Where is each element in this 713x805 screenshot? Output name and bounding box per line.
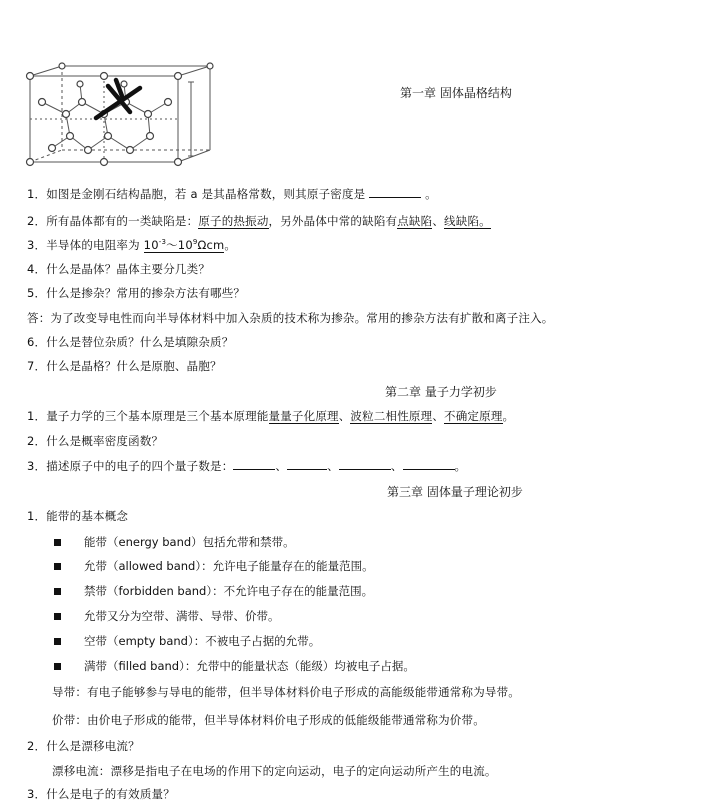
answer-blank [339, 458, 391, 470]
ch1-answer-5: 答：为了改变导电性而向半导体材料中加入杂质的技术称为掺杂。常用的掺杂方法有扩散和离子注入。 [27, 311, 554, 325]
chapter-3-title: 第三章 固体量子理论初步 [387, 485, 523, 499]
ch3-question-2: 2．什么是漂移电流？ [27, 739, 140, 753]
ch1-question-6: 6．什么是替位杂质？什么是填隙杂质？ [27, 335, 234, 349]
bullet-item: 空带（empty band）：不被电子占据的允带。 [84, 634, 321, 648]
ch3-answer-2: 漂移电流：漂移是指电子在电场的作用下的定向运动，电子的定向运动所产生的电流。 [52, 764, 497, 778]
ch2-question-2: 2．什么是概率密度函数？ [27, 434, 164, 448]
bullet-square-icon [54, 563, 61, 570]
diamond-lattice-figure [22, 62, 218, 170]
bullet-item: 满带（filled band）：允带中的能量状态（能级）均被电子占据。 [84, 659, 415, 673]
valence-band-definition: 价带：由价电子形成的能带，但半导体材料价电子形成的低能级能带通常称为价带。 [52, 713, 485, 727]
ch2-question-3: 3．描述原子中的电子的四个量子数是： 、 、 、 。 [27, 459, 467, 473]
bullet-item: 允带又分为空带、满带、导带、价带。 [84, 609, 280, 623]
ch3-question-3: 3．什么是电子的有效质量？ [27, 787, 175, 801]
ch2-question-1: 1．量子力学的三个基本原理是三个基本原理能量量子化原理、波粒二相性原理、不确定原理。 [27, 409, 515, 423]
conduction-band-definition: 导带：有电子能够参与导电的能带，但半导体材料价电子形成的高能级能带通常称为导带。 [52, 685, 520, 699]
bullet-item: 能带（energy band）包括允带和禁带。 [84, 535, 295, 549]
bullet-item: 允带（allowed band）：允许电子能量存在的能量范围。 [84, 559, 374, 573]
answer-blank [287, 458, 327, 470]
bullet-square-icon [54, 588, 61, 595]
chapter-1-title: 第一章 固体晶格结构 [400, 86, 512, 100]
ch1-question-5: 5．什么是掺杂？常用的掺杂方法有哪些？ [27, 286, 246, 300]
bullet-square-icon [54, 638, 61, 645]
ch1-question-1: 1．如图是金刚石结构晶胞，若 a 是其晶格常数，则其原子密度是 。 [27, 187, 437, 201]
bullet-square-icon [54, 539, 61, 546]
ch1-question-2: 2．所有晶体都有的一类缺陷是：原子的热振动，另外晶体中常的缺陷有点缺陷、线缺陷。 [27, 214, 491, 228]
bullet-square-icon [54, 663, 61, 670]
answer-blank [233, 458, 275, 470]
ch1-question-4: 4．什么是晶体？晶体主要分几类？ [27, 262, 211, 276]
answer-blank [403, 458, 455, 470]
answer-blank [369, 186, 421, 198]
ch3-question-1: 1．能带的基本概念 [27, 509, 129, 523]
ch1-question-3: 3．半导体的电阻率为 $10^{-3}\sim 10^9\Omega cm$。 [27, 238, 237, 252]
ch1-question-7: 7．什么是晶格？什么是原胞、晶胞？ [27, 359, 222, 373]
bullet-square-icon [54, 613, 61, 620]
chapter-2-title: 第二章 量子力学初步 [385, 385, 497, 399]
bullet-item: 禁带（forbidden band）：不允许电子存在的能量范围。 [84, 584, 374, 598]
